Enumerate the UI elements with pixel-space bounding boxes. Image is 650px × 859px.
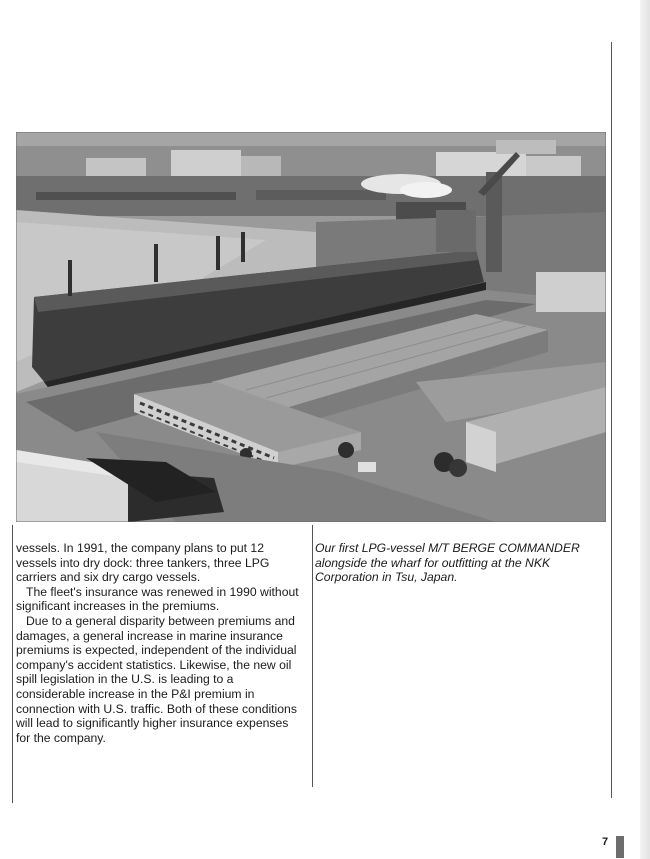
page-number: 7 (602, 836, 609, 848)
page-tab-marker (616, 836, 624, 858)
column-rule-left (12, 525, 13, 803)
body-paragraph: The fleet's insurance was renewed in 1990 without significant increases in the premiums. (16, 584, 299, 614)
body-paragraph: vessels. In 1991, the company plans to put 12 vessels into dry dock: three tankers, three LPG carriers and six dry cargo vessels. (16, 541, 270, 585)
shipyard-photo (16, 132, 606, 522)
column-rule-middle (312, 525, 313, 787)
page-edge (640, 0, 650, 859)
body-paragraph: Due to a general disparity between premiums and damages, a general increase in marine insurance premiums is expected, independent of the individual company's accident statistics. Likewise, the new oil spill legislation in the U.S. is leading to a considerable increase in the P&I premium in connection with U.S. traffic. Both of these conditions will lead to significantly higher insurance expenses for the company. (16, 613, 297, 745)
body-text (16, 541, 302, 745)
photo-caption: Our first LPG-vessel M/T BERGE COMMANDER alongside the wharf for outfitting at the NKK Corporation in Tsu, Japan. (315, 541, 580, 585)
column-rule-right (611, 42, 612, 798)
shipyard-photo-image (16, 132, 606, 522)
